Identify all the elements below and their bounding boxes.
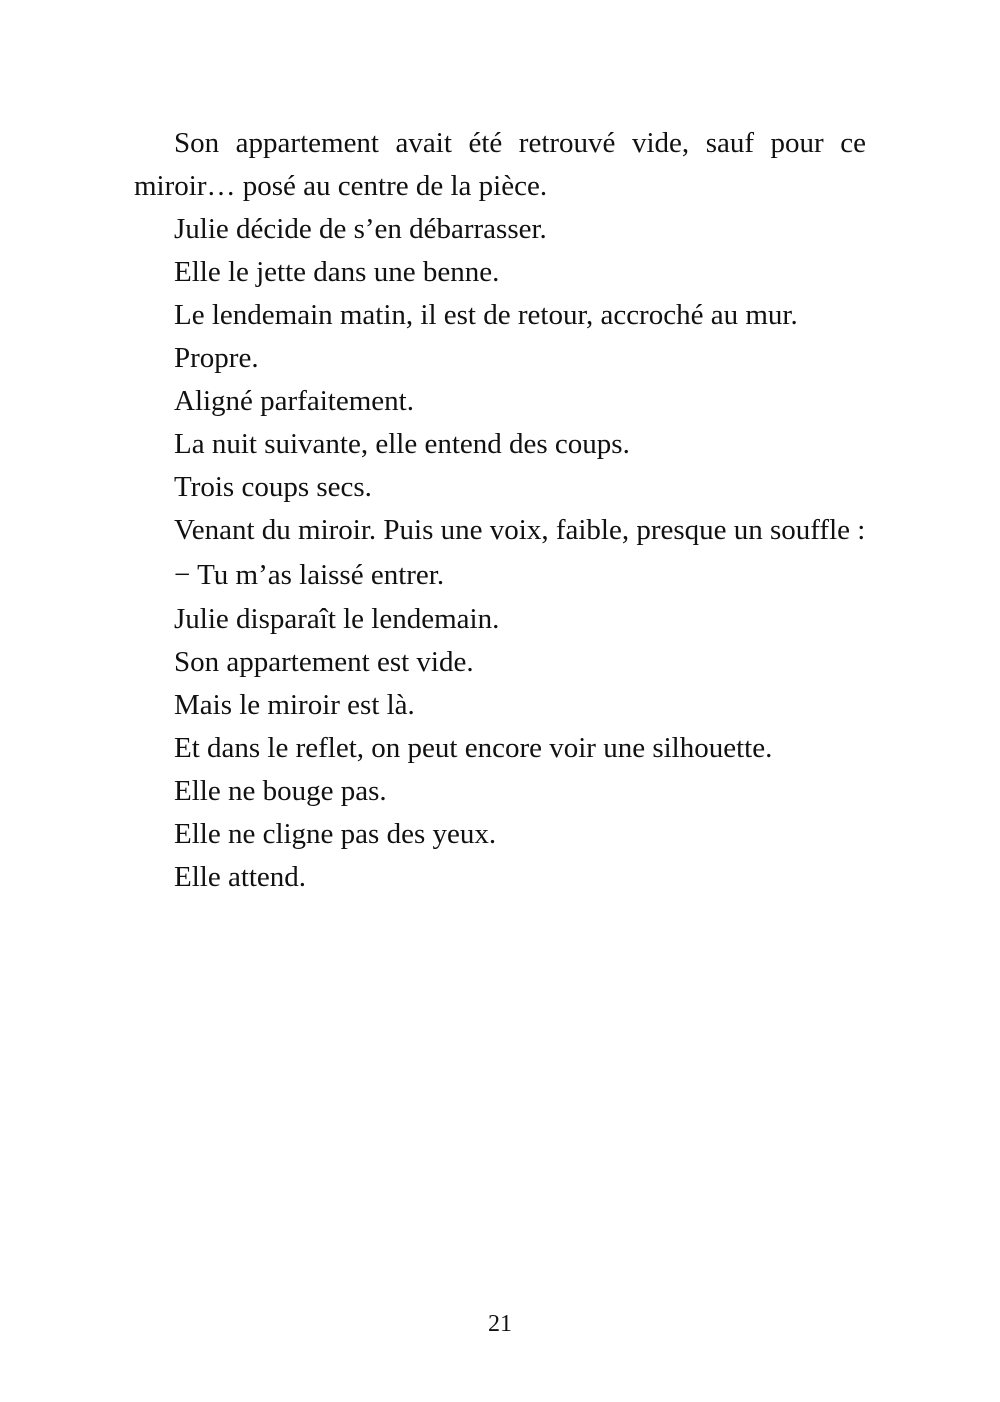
paragraph: Venant du miroir. Puis une voix, faible, presque un souffle :: [174, 514, 866, 546]
paragraph: Son appartement avait été retrouvé vide, sauf pour ce miroir… posé au centre de la pièce.: [134, 127, 866, 202]
dialogue-line: − Tu m’as laissé entrer.: [174, 559, 445, 591]
paragraph: Et dans le reflet, on peut encore voir une silhouette.: [174, 732, 773, 764]
page-number: 21: [488, 1311, 512, 1337]
paragraph: Elle attend.: [174, 861, 307, 893]
paragraph: Trois coups secs.: [174, 471, 372, 503]
page-body: [134, 122, 866, 899]
paragraph: Son appartement est vide.: [174, 646, 474, 678]
paragraph: La nuit suivante, elle entend des coups.: [174, 428, 630, 460]
paragraph: Le lendemain matin, il est de retour, accroché au mur.: [174, 299, 798, 331]
paragraph: Mais le miroir est là.: [174, 689, 415, 721]
paragraph: Julie décide de s’en débarrasser.: [174, 213, 547, 245]
paragraph: Julie disparaît le lendemain.: [174, 603, 500, 635]
paragraph: Propre.: [174, 342, 259, 374]
paragraph: Elle le jette dans une benne.: [174, 256, 500, 288]
paragraph: Elle ne bouge pas.: [174, 775, 387, 807]
paragraph: Aligné parfaitement.: [174, 385, 414, 417]
paragraph: Elle ne cligne pas des yeux.: [174, 818, 497, 850]
